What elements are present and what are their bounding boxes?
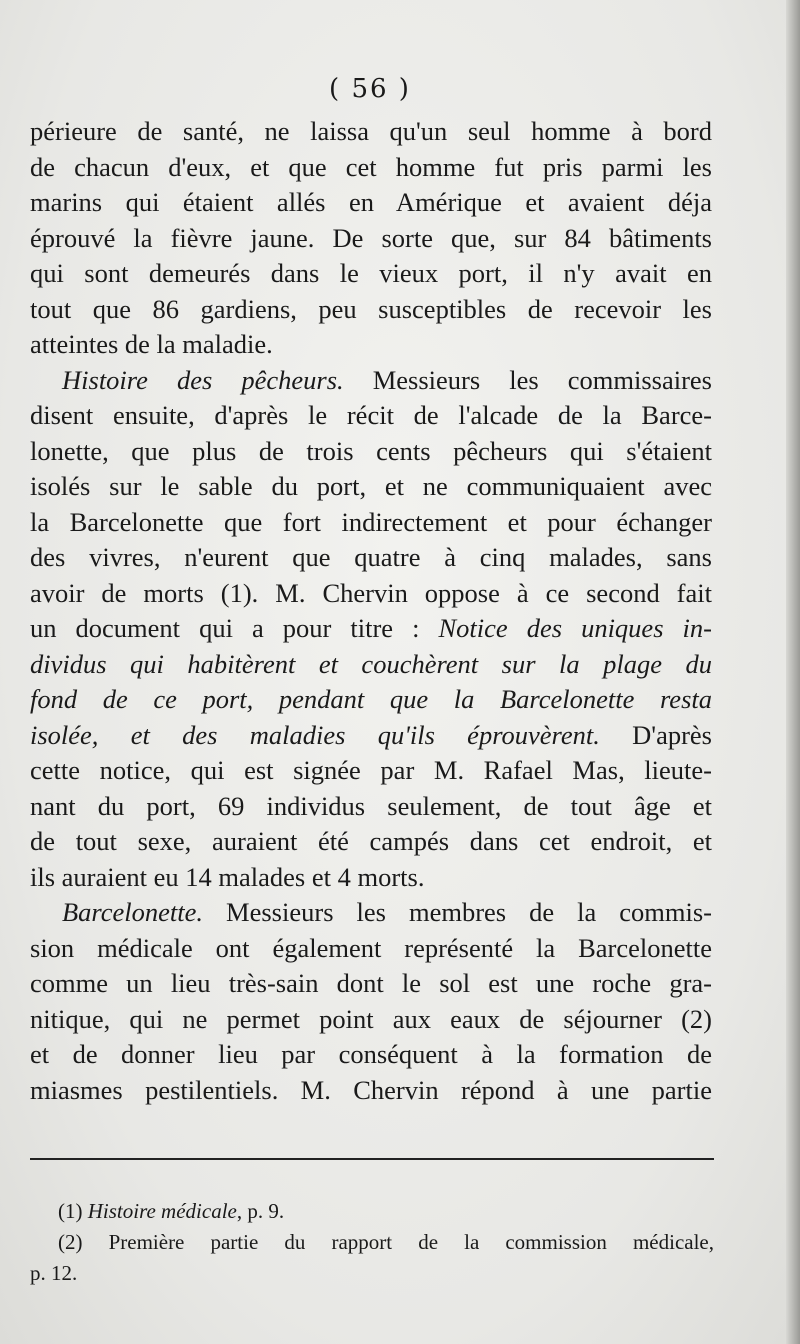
text-line: [30, 611, 712, 647]
text-line-segment: avoir de morts (1). M. Chervin oppose à ce second fait: [30, 577, 712, 608]
text-line: [30, 753, 712, 789]
text-line: [30, 540, 712, 576]
text-line-segment: dividus qui habitèrent et couchèrent sur la plage du: [30, 648, 712, 679]
text-line-segment: comme un lieu très-sain dont le sol est une roche gra-: [30, 968, 712, 998]
footnotes: [30, 1196, 714, 1289]
text-line: [30, 185, 712, 221]
footnote-line: [30, 1258, 714, 1289]
text-line: [30, 824, 712, 860]
text-line-segment: nant du port, 69 individus seulement, de tout âge et: [30, 790, 712, 821]
text-line: [30, 256, 712, 292]
text-line-segment: disent ensuite, d'après le récit de l'alcade de la Barce-: [30, 400, 712, 430]
text-line-segment: de chacun d'eux, et que cet homme fut pris parmi les: [30, 151, 712, 182]
text-line: [30, 1037, 712, 1073]
text-line-segment: Notice des uniques in-: [438, 613, 712, 643]
text-line: [30, 292, 712, 328]
text-line: [30, 647, 712, 683]
text-line: [30, 398, 712, 434]
text-line-segment: Barcelonette.: [62, 897, 204, 927]
text-line: [30, 682, 712, 718]
text-line-segment: sion médicale ont également représenté la Barcelonette: [30, 932, 712, 963]
footnote-line-segment: , p. 9.: [236, 1199, 285, 1223]
text-line-segment: périeure de santé, ne laissa qu'un seul homme à bord: [30, 116, 712, 146]
text-line-segment: lonette, que plus de trois cents pêcheurs qui s'étaient: [30, 435, 712, 466]
text-line-segment: et de donner lieu par conséquent à la formation de: [30, 1039, 712, 1069]
text-line: [30, 150, 712, 186]
text-line: [30, 505, 712, 541]
footnote-line: [30, 1196, 714, 1227]
text-line: [30, 1073, 712, 1109]
footnote-rule: [30, 1158, 714, 1160]
text-line: [30, 1002, 712, 1038]
footnote-line-segment: p. 12.: [30, 1261, 78, 1285]
text-line: [30, 221, 712, 257]
text-line: [30, 966, 712, 1002]
text-line-segment: nitique, qui ne permet point aux eaux de séjourner (2): [30, 1003, 712, 1034]
text-line: [30, 363, 712, 399]
text-line: [30, 114, 712, 150]
text-line-segment: de tout sexe, auraient été campés dans cet endroit, et: [30, 826, 712, 856]
text-line-segment: isolée, et des maladies qu'ils éprouvèrent.: [30, 719, 600, 750]
footnote-line: [30, 1227, 714, 1258]
footnote-line-segment: (2) Première partie du rapport de la commission médicale,: [58, 1230, 714, 1254]
text-line: [30, 789, 712, 825]
text-line-segment: tout que 86 gardiens, peu susceptibles de recevoir les: [30, 293, 712, 324]
text-line-segment: isolés sur le sable du port, et ne communiquaient avec: [30, 471, 712, 501]
text-line: [30, 469, 712, 505]
text-line: [30, 860, 712, 896]
page-number: ( 56 ): [329, 74, 411, 104]
footnote-line-segment: (1): [58, 1199, 88, 1223]
text-line-segment: fond de ce port, pendant que la Barcelonette resta: [30, 684, 712, 714]
text-line: [30, 327, 712, 363]
text-line: [30, 576, 712, 612]
text-line: [30, 434, 712, 470]
text-line: [30, 895, 712, 931]
text-line-segment: marins qui étaient allés en Amérique et avaient déja: [30, 187, 712, 217]
text-line-segment: cette notice, qui est signée par M. Rafael Mas, lieute-: [30, 755, 712, 785]
main-text: [30, 114, 712, 1108]
text-line-segment: un document qui a pour titre :: [30, 613, 439, 643]
text-line-segment: éprouvé la fièvre jaune. De sorte que, sur 84 bâtiments: [30, 222, 712, 253]
text-line-segment: des vivres, n'eurent que quatre à cinq malades, sans: [30, 542, 712, 572]
footnote-line-segment: Histoire médicale: [87, 1199, 237, 1223]
text-line-segment: atteintes de la maladie.: [30, 329, 273, 359]
text-line-segment: Messieurs les membres de la commis-: [203, 897, 712, 927]
text-line-segment: miasmes pestilentiels. M. Chervin répond à une partie: [30, 1074, 712, 1105]
text-line-segment: Messieurs les commissaires: [343, 364, 712, 395]
text-line-segment: Histoire des pêcheurs.: [62, 364, 344, 395]
text-line: [30, 931, 712, 967]
text-line-segment: D'après: [599, 719, 712, 750]
text-line-segment: qui sont demeurés dans le vieux port, il n'y avait en: [30, 258, 712, 288]
page-edge: [786, 0, 800, 1344]
text-line-segment: ils auraient eu 14 malades et 4 morts.: [30, 861, 425, 892]
text-line: [30, 718, 712, 754]
text-line-segment: la Barcelonette que fort indirectement et pour échanger: [30, 506, 712, 537]
